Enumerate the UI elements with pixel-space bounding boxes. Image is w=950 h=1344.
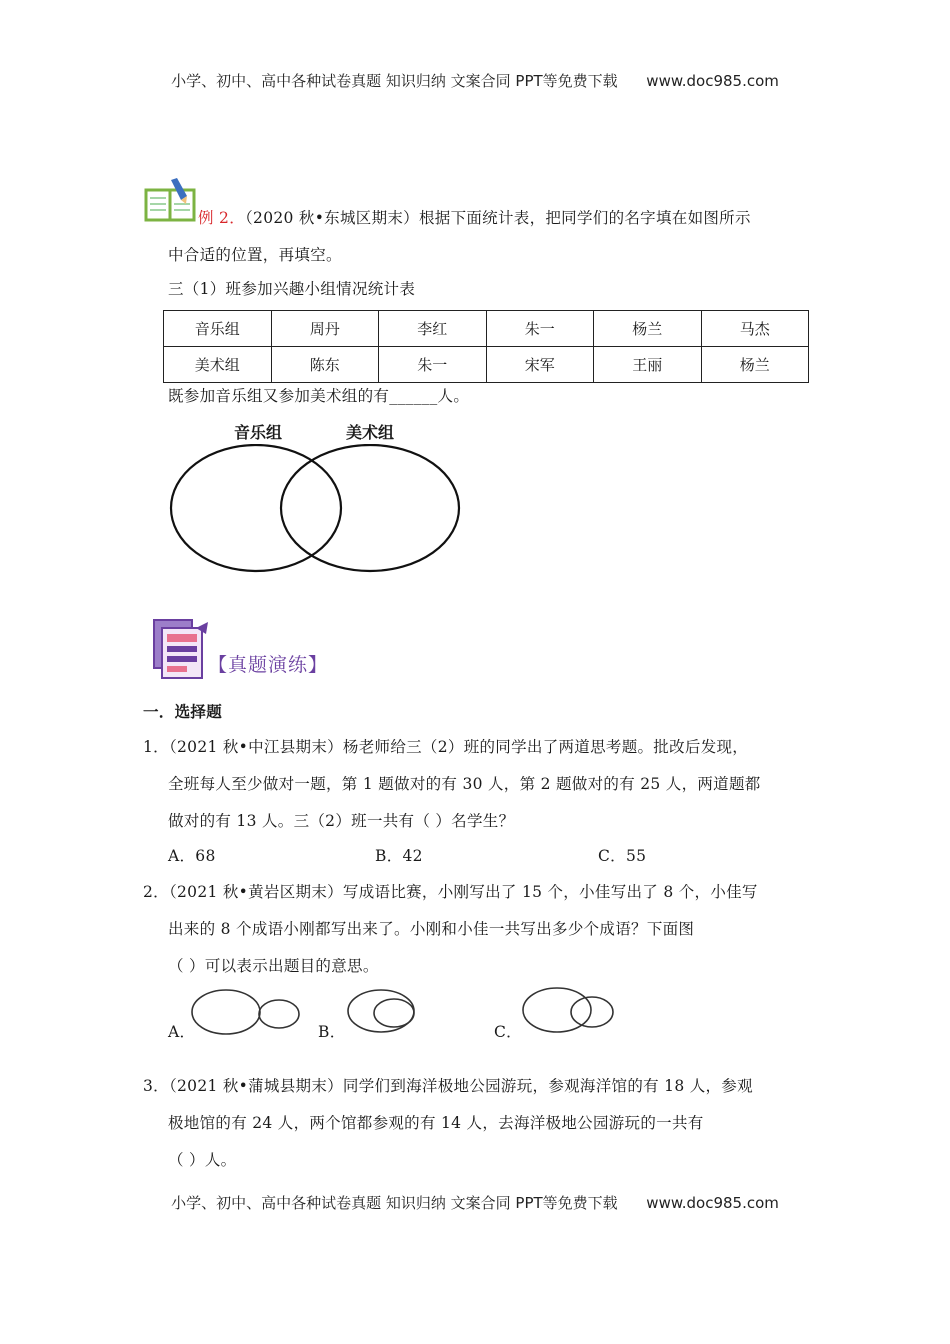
page-header [0, 70, 950, 91]
venn-label-music: 音乐组 [234, 423, 283, 442]
question-3-line-3: （ ）人。 [168, 1151, 237, 1169]
page-footer [0, 1192, 950, 1213]
question-3-line-1: 3．（2021 秋•蒲城县期末）同学们到海洋极地公园游玩，参观海洋馆的有 18 人，参观 [143, 1077, 753, 1095]
table-cell: 杨兰 [701, 347, 809, 383]
document-stack-icon [152, 618, 212, 680]
example-line-2: 中合适的位置，再填空。 [168, 246, 342, 264]
question-2-line-2: 出来的 8 个成语小刚都写出来了。小刚和小佳一共写出多少个成语？下面图 [168, 920, 695, 938]
table-cell: 音乐组 [164, 311, 272, 347]
example-text-1: （2020 秋•东城区期末）根据下面统计表，把同学们的名字填在如图所示 [245, 209, 751, 227]
option-a-diagram [190, 988, 305, 1036]
table-row [164, 347, 809, 383]
table-cell: 马杰 [701, 311, 809, 347]
table-cell: 杨兰 [594, 311, 702, 347]
question-2-option-a: A． [168, 1023, 196, 1041]
header-site: www.doc985.com [646, 72, 779, 90]
question-1-line-2: 全班每人至少做对一题，第 1 题做对的有 30 人，第 2 题做对的有 25 人，两道题都 [168, 775, 761, 793]
footer-site: www.doc985.com [646, 1194, 779, 1212]
table-cell: 陈东 [271, 347, 379, 383]
table-cell: 朱一 [486, 311, 594, 347]
question-2-line-1: 2．（2021 秋•黄岩区期末）写成语比赛，小刚写出了 15 个，小佳写出了 8 个，小佳写 [143, 883, 758, 901]
option-c-diagram [520, 985, 620, 1035]
table-title: 三（1）班参加兴趣小组情况统计表 [168, 280, 416, 298]
section-heading: 一．选择题 [143, 702, 223, 721]
section-title: 【真题演练】 [208, 654, 329, 676]
footer-text: 小学、初中、高中各种试卷真题 知识归纳 文案合同 PPT等免费下载 [171, 1194, 618, 1212]
header-text: 小学、初中、高中各种试卷真题 知识归纳 文案合同 PPT等免费下载 [171, 72, 618, 90]
question-2-line-3: （ ）可以表示出题目的意思。 [168, 957, 379, 975]
venn-diagram [165, 444, 465, 576]
venn-label-art: 美术组 [346, 423, 395, 442]
table-cell: 宋军 [486, 347, 594, 383]
option-b-diagram [345, 988, 425, 1036]
table-cell: 王丽 [594, 347, 702, 383]
fill-prefix: 既参加音乐组又参加美术组的有 [168, 387, 390, 405]
example-label: 例 2． [198, 209, 245, 227]
stats-table [163, 310, 809, 383]
venn-circle-art [281, 445, 459, 571]
question-3-line-2: 极地馆的有 24 人，两个馆都参观的有 14 人，去海洋极地公园游玩的一共有 [168, 1114, 704, 1132]
question-1-line-1: 1．（2021 秋•中江县期末）杨老师给三（2）班的同学出了两道思考题。批改后发现， [143, 738, 749, 756]
question-1-line-3: 做对的有 13 人。三（2）班一共有（ ）名学生？ [168, 812, 515, 830]
question-1-option-a: A．68 [168, 847, 216, 865]
question-1-option-c: C．55 [598, 847, 647, 865]
table-cell: 周丹 [271, 311, 379, 347]
fill-suffix: 人。 [437, 387, 470, 405]
book-pencil-icon [143, 178, 199, 224]
table-row [164, 311, 809, 347]
venn-circle-music [171, 445, 341, 571]
question-1-option-b: B．42 [375, 847, 423, 865]
table-cell: 李红 [379, 311, 487, 347]
table-cell: 美术组 [164, 347, 272, 383]
example-line-1 [198, 208, 751, 228]
question-2-option-b: B． [318, 1023, 346, 1041]
fill-in-line [168, 386, 469, 406]
question-2-option-c: C． [494, 1023, 522, 1041]
table-cell: 朱一 [379, 347, 487, 383]
fill-blank: ______ [389, 387, 438, 405]
